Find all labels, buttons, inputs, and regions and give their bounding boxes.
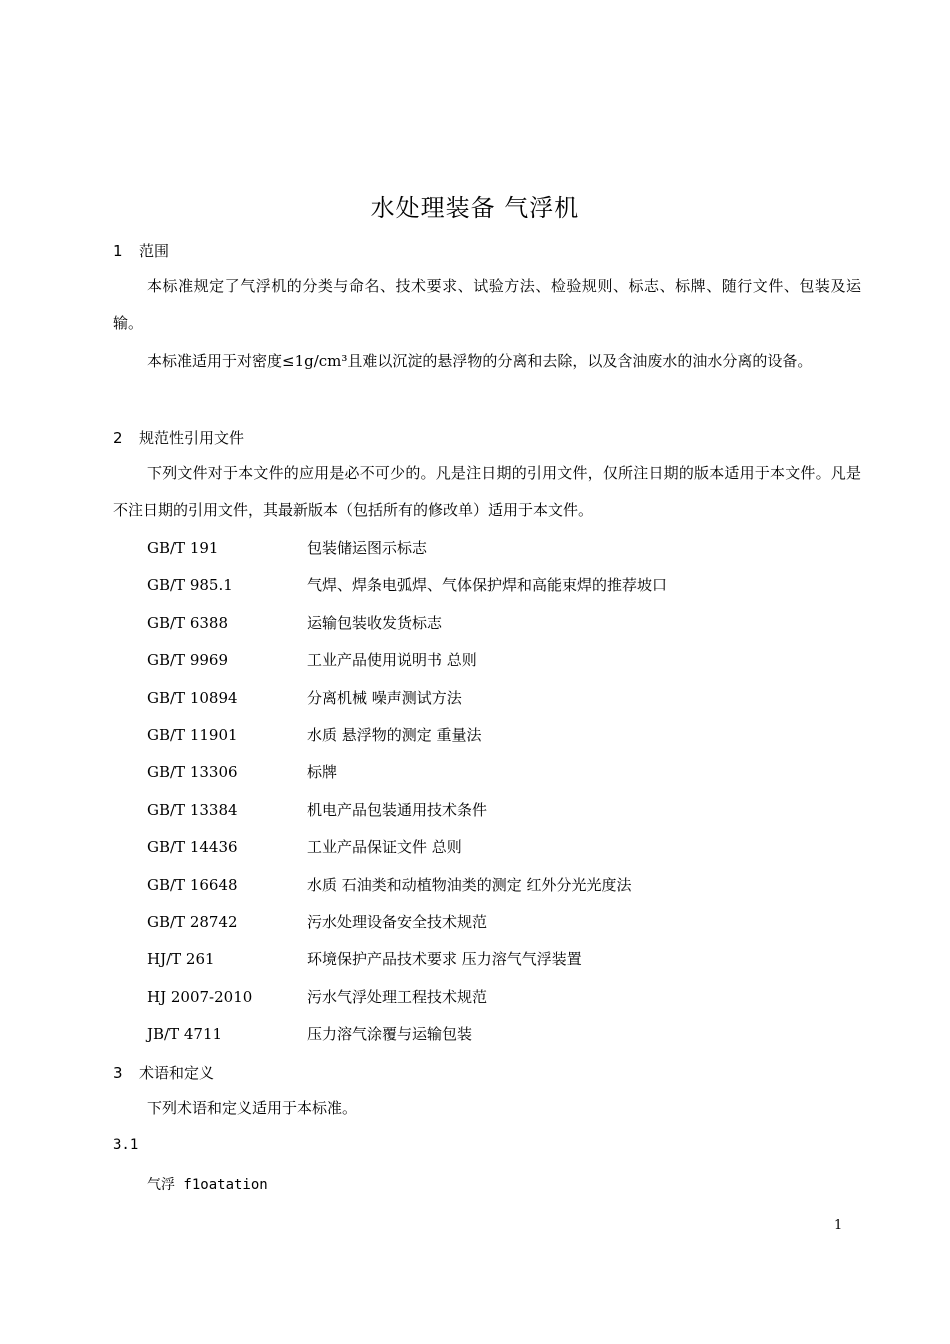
reference-title: 机电产品包装通用技术条件 [307, 800, 488, 819]
reference-item [147, 792, 667, 829]
reference-title: 气焊、焊条电弧焊、气体保护焊和高能束焊的推荐坡口 [307, 576, 668, 595]
reference-code: GB/T 9969 [147, 651, 229, 670]
reference-code: GB/T 16648 [147, 875, 238, 894]
reference-code: GB/T 13384 [147, 800, 238, 819]
scope-paragraph-1: 本标准规定了气浮机的分类与命名、技术要求、试验方法、检验规则、标志、标牌、随行文件、包装及运输。 [113, 277, 861, 332]
terms-intro-paragraph: 下列术语和定义适用于本标准。 [147, 1099, 358, 1117]
reference-item [147, 567, 667, 604]
reference-title: 压力溶气涂覆与运输包装 [307, 1025, 473, 1044]
reference-item [147, 754, 667, 791]
reference-title: 污水气浮处理工程技术规范 [307, 987, 488, 1006]
reference-item [147, 642, 667, 679]
reference-item [147, 941, 667, 978]
section-number: 1 [113, 242, 123, 260]
reference-title: 分离机械 噪声测试方法 [307, 688, 462, 707]
reference-item [147, 680, 667, 717]
reference-item [147, 1016, 667, 1053]
references-intro-paragraph: 下列文件对于本文件的应用是必不可少的。凡是注日期的引用文件，仅所注日期的版本适用于本文件。凡是不注日期的引用文件，其最新版本（包括所有的修改单）适用于本文件。 [113, 464, 861, 519]
section-heading-normative-references [113, 427, 244, 448]
reference-code: GB/T 10894 [147, 688, 238, 707]
reference-item [147, 530, 667, 567]
reference-item [147, 605, 667, 642]
reference-item [147, 867, 667, 904]
document-title: 水处理装备 气浮机 [370, 194, 580, 222]
reference-item [147, 979, 667, 1016]
section-title: 范围 [139, 242, 170, 260]
reference-code: GB/T 28742 [147, 912, 238, 931]
reference-item [147, 904, 667, 941]
reference-title: 包装储运图示标志 [307, 539, 428, 557]
section-heading-terms [113, 1062, 214, 1083]
reference-title: 水质 石油类和动植物油类的测定 红外分光光度法 [307, 875, 632, 894]
reference-code: GB/T 191 [147, 539, 219, 557]
term-entry: 气浮 f1oatation [147, 1177, 268, 1193]
reference-item [147, 829, 667, 866]
section-title: 术语和定义 [139, 1064, 215, 1082]
reference-code: JB/T 4711 [147, 1025, 223, 1044]
reference-title: 运输包装收发货标志 [307, 613, 443, 632]
scope-paragraph-2: 本标准适用于对密度≤1g/cm³且难以沉淀的悬浮物的分离和去除，以及含油废水的油水分离的设备。 [147, 352, 813, 370]
reference-code: GB/T 11901 [147, 725, 238, 744]
reference-code: GB/T 985.1 [147, 576, 233, 595]
reference-code: GB/T 14436 [147, 838, 238, 857]
section-number: 3 [113, 1064, 123, 1082]
reference-title: 污水处理设备安全技术规范 [307, 912, 488, 931]
section-title: 规范性引用文件 [139, 429, 245, 447]
reference-title: 工业产品保证文件 总则 [307, 838, 462, 857]
reference-list [147, 530, 667, 1053]
page-number: 1 [834, 1218, 843, 1233]
reference-title: 环境保护产品技术要求 压力溶气气浮装置 [307, 950, 582, 969]
reference-title: 工业产品使用说明书 总则 [307, 651, 477, 670]
term-number: 3.1 [113, 1137, 139, 1153]
reference-title: 标牌 [307, 763, 338, 782]
reference-code: GB/T 13306 [147, 763, 238, 782]
reference-code: HJ/T 261 [147, 950, 215, 969]
section-number: 2 [113, 429, 123, 447]
reference-title: 水质 悬浮物的测定 重量法 [307, 725, 482, 744]
reference-item [147, 717, 667, 754]
section-heading-scope [113, 240, 169, 261]
reference-code: GB/T 6388 [147, 613, 229, 632]
reference-code: HJ 2007-2010 [147, 987, 253, 1006]
